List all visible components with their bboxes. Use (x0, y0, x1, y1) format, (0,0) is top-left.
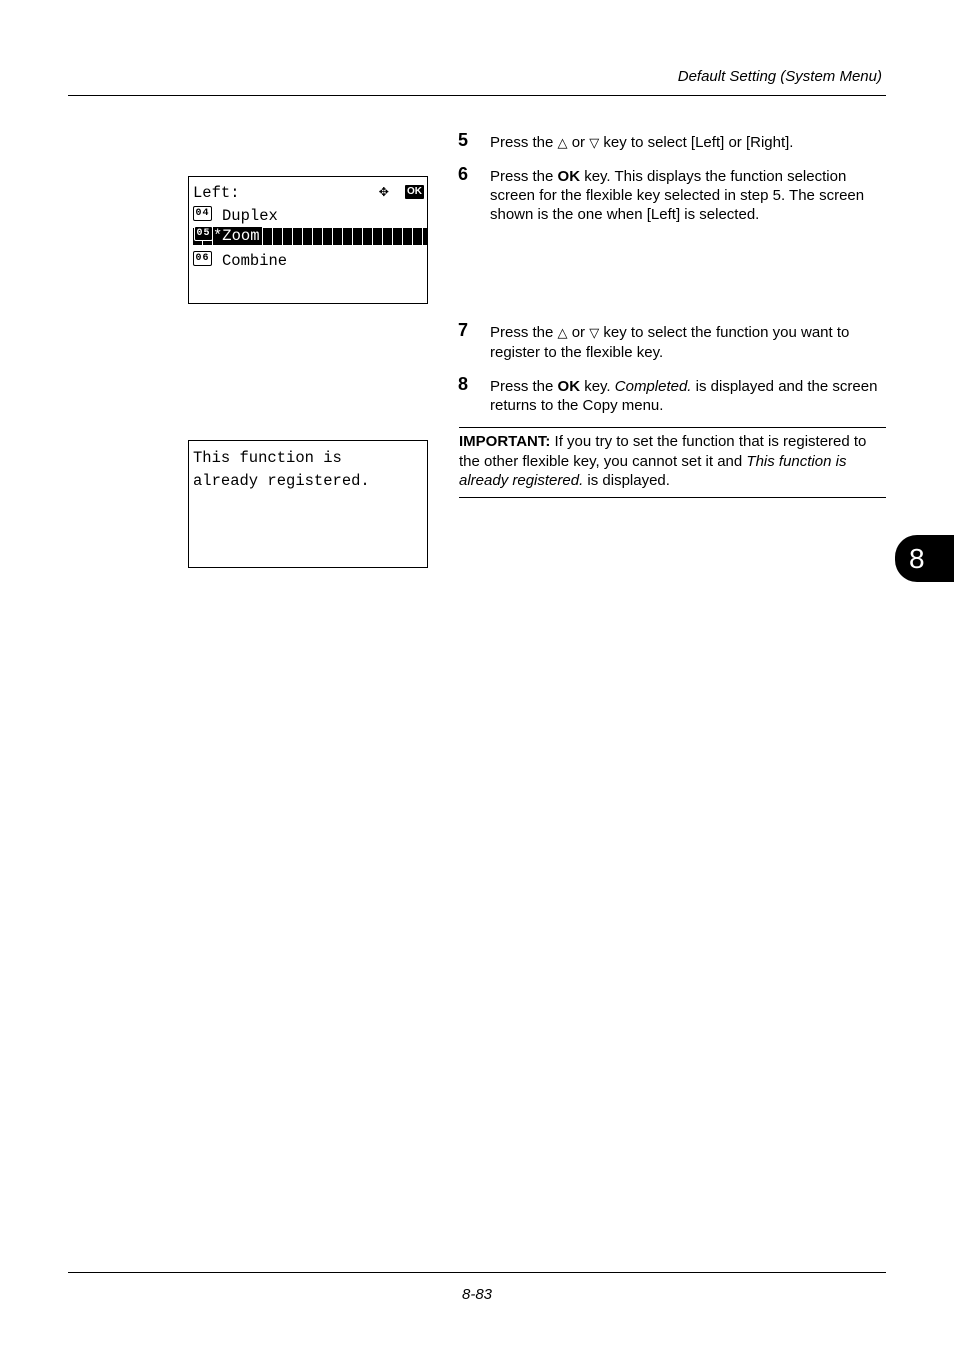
step-number: 7 (458, 320, 469, 340)
lcd-already-registered-screen (188, 440, 428, 568)
step-6 (458, 164, 886, 224)
step-number: 8 (458, 374, 469, 394)
lcd-function-selection-screen (188, 176, 428, 304)
row-number-badge: 04 (193, 206, 212, 221)
navigation-arrows-icon: ✥ (379, 183, 389, 201)
up-key-icon: △ (557, 136, 568, 151)
lcd-row-combine (193, 251, 427, 271)
row-label: Duplex (222, 207, 278, 225)
step-number: 5 (458, 130, 469, 150)
header-rule (68, 95, 886, 96)
lcd-title: Left: (193, 184, 240, 202)
lcd-row-zoom-selected (193, 228, 427, 245)
step-5 (458, 130, 886, 153)
important-label: IMPORTANT: (459, 433, 551, 450)
lcd-message-line-2: already registered. (193, 472, 370, 490)
ok-key-icon: OK (407, 186, 422, 197)
row-label: Combine (222, 252, 288, 270)
important-note: IMPORTANT: If you try to set the function that is registered to the other flexible key, you cannot set it and This function is already registered. is displayed. (459, 427, 886, 498)
row-label: *Zoom (213, 227, 260, 245)
down-key-icon: ▽ (589, 136, 600, 151)
row-number-badge: 05 (194, 226, 213, 241)
section-title: Default Setting (System Menu) (677, 68, 882, 85)
step-number: 6 (458, 164, 469, 184)
step-text: Press the △ or ▽ key to select [Left] or [Right]. (490, 134, 794, 151)
page-number: 8-83 (461, 1286, 493, 1303)
step-text: Press the OK key. Completed. is displayed and the screen returns to the Copy menu. (490, 378, 878, 414)
row-number-badge: 06 (193, 251, 212, 266)
step-text: Press the OK key. This displays the function selection screen for the flexible key selected in step 5. The screen shown is the one when [Left] is selected. (490, 168, 865, 223)
up-key-icon: △ (557, 326, 568, 341)
footer-rule (68, 1272, 886, 1273)
lcd-message-line-1: This function is (193, 449, 342, 467)
chapter-tab: 8 (895, 535, 954, 582)
step-7 (458, 320, 886, 362)
step-8 (458, 374, 886, 415)
step-text: Press the △ or ▽ key to select the function you want to register to the flexible key. (490, 324, 850, 361)
lcd-row-duplex (193, 206, 427, 226)
down-key-icon: ▽ (589, 326, 600, 341)
